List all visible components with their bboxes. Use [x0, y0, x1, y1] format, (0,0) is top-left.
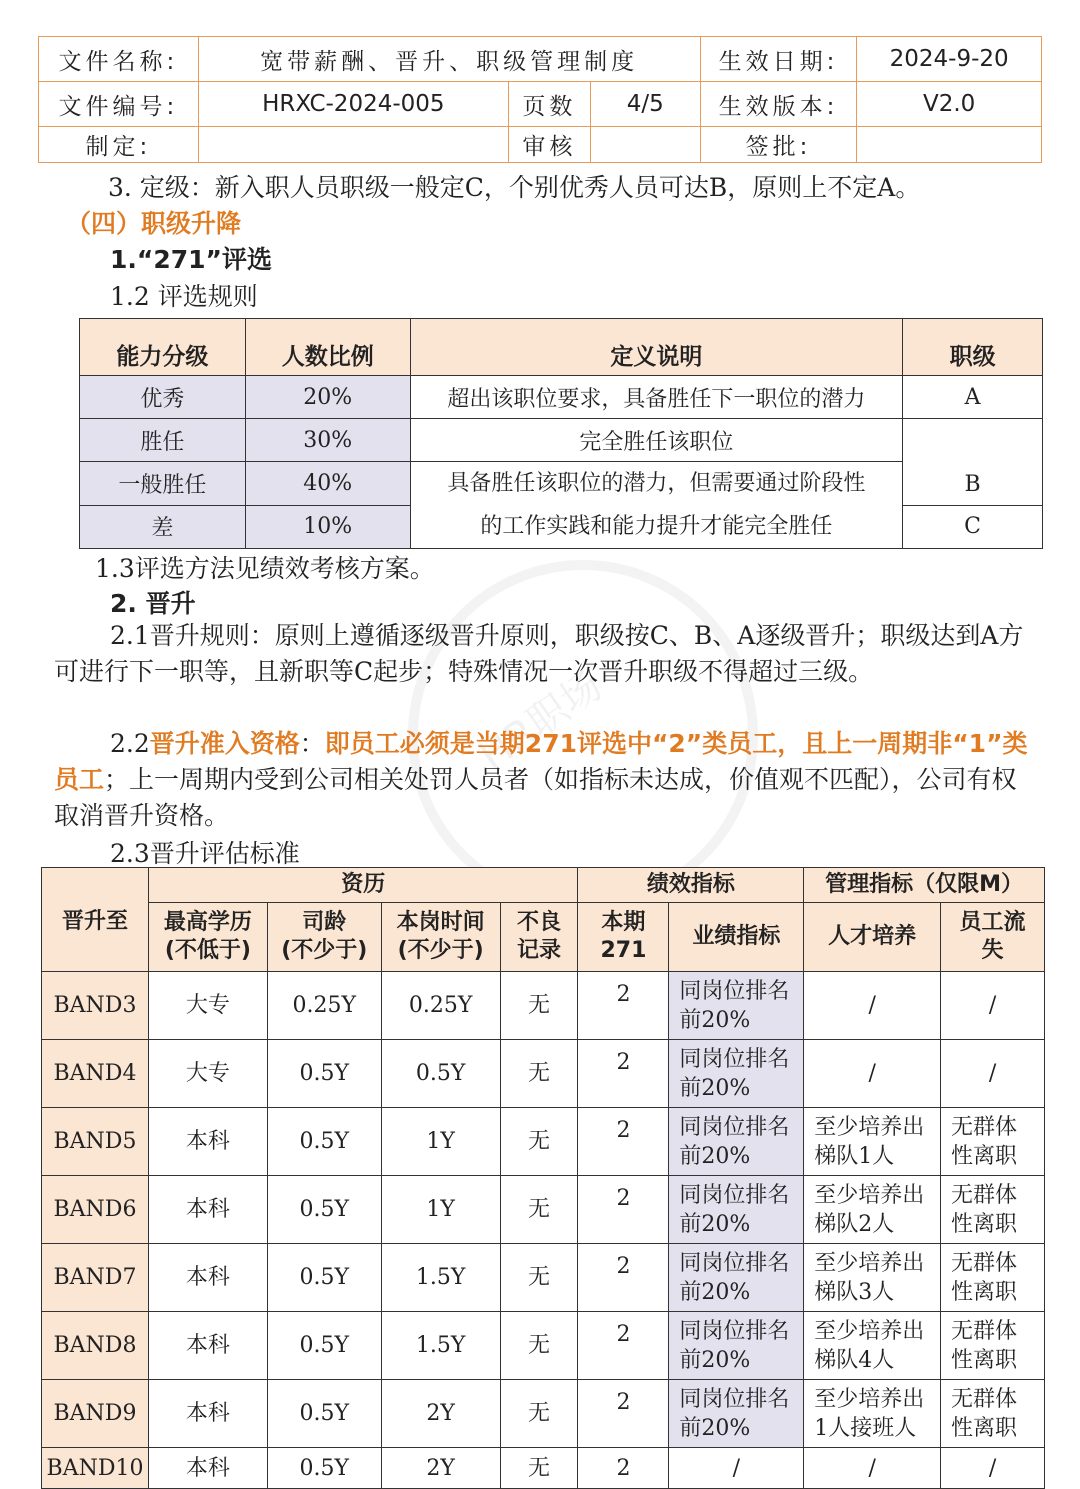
- approve-value: [857, 127, 1042, 163]
- review-label: 审核: [508, 127, 590, 163]
- rating-271-cell: 2: [578, 1448, 669, 1489]
- turnover-cell-line2: 性离职: [951, 1143, 1018, 1169]
- header-271: [578, 903, 669, 972]
- turnover-cell-line2: 性离职: [951, 1347, 1018, 1373]
- education-cell: 本科: [148, 1312, 267, 1380]
- turnover-cell-line1: 无群体: [951, 1318, 1018, 1344]
- rating-header-definition: 定义说明: [410, 319, 902, 376]
- tenure-cell: 0.5Y: [267, 1244, 381, 1312]
- rating-grade: A: [903, 376, 1043, 419]
- talent-cell: [804, 1108, 941, 1176]
- talent-cell: [804, 1380, 941, 1448]
- rating-271-cell: 2: [578, 1312, 669, 1380]
- eligibility-highlight: 即员工必须是当期271评选中“2”类员工，且上一周期非“1”类员工: [54, 729, 1028, 794]
- rating-level: 胜任: [80, 419, 246, 462]
- bad-record-cell: 无: [500, 1040, 578, 1108]
- rating-271-cell: 2: [578, 972, 669, 1040]
- header-education-line2: (不低于): [164, 938, 251, 963]
- turnover-cell-line1: 无群体: [951, 1114, 1018, 1140]
- rating-grade: B: [903, 419, 1043, 506]
- effective-date: 2024-9-20: [857, 37, 1042, 82]
- rating-header-ratio: 人数比例: [245, 319, 410, 376]
- talent-cell-line1: /: [868, 1061, 876, 1086]
- talent-cell-line2: 1人接班人: [814, 1415, 917, 1441]
- bad-record-cell: 无: [500, 1380, 578, 1448]
- header-bad-record-line1: 不良: [517, 910, 562, 935]
- header-management: 管理指标（仅限M）: [804, 868, 1045, 903]
- rating-definition: [410, 462, 902, 549]
- tenure-cell: 0.5Y: [267, 1380, 381, 1448]
- rating-table: [79, 318, 1043, 549]
- band-cell: BAND7: [42, 1244, 149, 1312]
- effective-date-label: 生效日期:: [700, 37, 857, 82]
- bad-record-cell: 无: [500, 1312, 578, 1380]
- kpi-cell: [669, 1244, 804, 1312]
- talent-cell-line1: 至少培养出: [814, 1114, 925, 1140]
- promotion-criteria-heading: 2.3晋升评估标准: [110, 839, 300, 868]
- rating-definition-line2: 的工作实践和能力提升才能完全胜任: [480, 514, 833, 539]
- eligibility-rest: ；上一周期内受到公司相关处罚人员者（如指标未达成，价值观不匹配），公司有权取消晋升资格。: [54, 765, 1017, 830]
- kpi-cell-line1: 同岗位排名: [679, 1386, 790, 1412]
- promotion-eligibility-paragraph: [54, 726, 1029, 834]
- talent-cell-line1: 至少培养出: [814, 1318, 925, 1344]
- table-row: [42, 1244, 1045, 1312]
- position-time-cell: 1Y: [381, 1108, 500, 1176]
- position-time-cell: 2Y: [381, 1448, 500, 1489]
- talent-cell-line2: 梯队2人: [814, 1211, 895, 1237]
- pages-label: 页数: [508, 82, 590, 127]
- header-271-line2: 271: [600, 938, 647, 963]
- bad-record-cell: 无: [500, 1244, 578, 1312]
- table-row: [42, 1176, 1045, 1244]
- bad-record-cell: 无: [500, 1448, 578, 1489]
- version: V2.0: [857, 82, 1042, 127]
- talent-cell: [804, 1244, 941, 1312]
- table-row: [80, 462, 1043, 506]
- turnover-cell: [941, 1176, 1045, 1244]
- header-kpi: 业绩指标: [669, 903, 804, 972]
- education-cell: 本科: [148, 1380, 267, 1448]
- kpi-cell: [669, 1040, 804, 1108]
- position-time-cell: 1.5Y: [381, 1244, 500, 1312]
- promotion-rule-paragraph: 2.1晋升规则：原则上遵循逐级晋升原则，职级按C、B、A逐级晋升；职级达到A方可进行下一职等，且新职等C起步；特殊情况一次晋升职级不得超过三级。: [54, 621, 1024, 686]
- kpi-cell: [669, 972, 804, 1040]
- kpi-cell-line1: 同岗位排名: [679, 1182, 790, 1208]
- file-no: HRXC-2024-005: [198, 82, 508, 127]
- kpi-cell: [669, 1312, 804, 1380]
- band-cell: BAND9: [42, 1380, 149, 1448]
- version-label: 生效版本:: [700, 82, 857, 127]
- header-tenure-line1: 司龄: [302, 910, 347, 935]
- file-no-label: 文件编号:: [39, 82, 199, 127]
- approve-label: 签批:: [700, 127, 857, 163]
- table-row: [42, 1108, 1045, 1176]
- promotion-heading: 2. 晋升: [110, 589, 196, 618]
- education-cell: 本科: [148, 1176, 267, 1244]
- talent-cell-line1: 至少培养出: [814, 1182, 925, 1208]
- position-time-cell: 1Y: [381, 1176, 500, 1244]
- table-row: [80, 419, 1043, 462]
- turnover-cell: [941, 1040, 1045, 1108]
- document-header-table: [38, 36, 1042, 163]
- sub-heading-271: 1.“271”评选: [110, 245, 272, 274]
- section-heading: （四）职级升降: [66, 209, 242, 238]
- rating-definition: 完全胜任该职位: [410, 419, 902, 462]
- header-turnover-line2: 失: [981, 938, 1004, 963]
- kpi-cell-line2: 前20%: [679, 1143, 751, 1169]
- education-cell: 本科: [148, 1448, 267, 1489]
- position-time-cell: 2Y: [381, 1380, 500, 1448]
- grade-rule-line: 3. 定级：新入职人员职级一般定C，个别优秀人员可达B，原则上不定A。: [108, 173, 921, 202]
- tenure-cell: 0.5Y: [267, 1448, 381, 1489]
- header-bad-record-line2: 记录: [517, 938, 562, 963]
- turnover-cell-line2: 性离职: [951, 1211, 1018, 1237]
- tenure-cell: 0.25Y: [267, 972, 381, 1040]
- rating-level: 差: [80, 505, 246, 549]
- kpi-cell-line2: 前20%: [679, 1211, 751, 1237]
- rating-271-cell: 2: [578, 1176, 669, 1244]
- turnover-cell: [941, 1108, 1045, 1176]
- turnover-cell-line2: 性离职: [951, 1415, 1018, 1441]
- turnover-cell-line1: /: [988, 1061, 997, 1086]
- tenure-cell: 0.5Y: [267, 1108, 381, 1176]
- header-qualification: 资历: [148, 868, 578, 903]
- header-talent: 人才培养: [804, 903, 941, 972]
- header-promote-to: 晋升至: [42, 868, 149, 972]
- rating-271-cell: 2: [578, 1380, 669, 1448]
- rating-ratio: 40%: [245, 462, 410, 506]
- talent-cell-line1: 至少培养出: [814, 1250, 925, 1276]
- kpi-cell: /: [669, 1448, 804, 1489]
- header-tenure: [267, 903, 381, 972]
- rating-ratio: 30%: [245, 419, 410, 462]
- rating-level: 优秀: [80, 376, 246, 419]
- promotion-criteria-table: [41, 867, 1045, 1489]
- review-value: [590, 127, 700, 163]
- header-tenure-line2: (不少于): [281, 938, 368, 963]
- bad-record-cell: 无: [500, 972, 578, 1040]
- rating-definition: 超出该职位要求，具备胜任下一职位的潜力: [410, 376, 902, 419]
- talent-cell-line2: 梯队3人: [814, 1279, 895, 1305]
- header-performance: 绩效指标: [578, 868, 804, 903]
- kpi-cell-line2: 前20%: [679, 1279, 751, 1305]
- drafted-label: 制定:: [39, 127, 199, 163]
- kpi-cell: [669, 1176, 804, 1244]
- tenure-cell: 0.5Y: [267, 1312, 381, 1380]
- kpi-cell-line2: 前20%: [679, 1347, 751, 1373]
- turnover-cell: [941, 1312, 1045, 1380]
- kpi-cell: [669, 1108, 804, 1176]
- talent-cell: /: [804, 1448, 941, 1489]
- kpi-cell-line1: 同岗位排名: [679, 1046, 790, 1072]
- talent-cell-line2: 梯队4人: [814, 1347, 895, 1373]
- table-row: [80, 376, 1043, 419]
- header-education: [148, 903, 267, 972]
- eligibility-colon: ：: [299, 729, 325, 758]
- turnover-cell: /: [941, 1448, 1045, 1489]
- table-row: [42, 1380, 1045, 1448]
- turnover-cell-line1: /: [988, 993, 997, 1018]
- kpi-cell-line1: 同岗位排名: [679, 978, 790, 1004]
- talent-cell-line1: 至少培养出: [814, 1386, 925, 1412]
- rating-grade: C: [903, 505, 1043, 549]
- pages: 4/5: [590, 82, 700, 127]
- talent-cell-line2: 梯队1人: [814, 1143, 895, 1169]
- kpi-cell-line1: 同岗位排名: [679, 1114, 790, 1140]
- tenure-cell: 0.5Y: [267, 1040, 381, 1108]
- education-cell: 本科: [148, 1108, 267, 1176]
- talent-cell: [804, 972, 941, 1040]
- watermark-text: HR职场: [471, 662, 611, 780]
- table-row: [42, 1312, 1045, 1380]
- table-row: [42, 1040, 1045, 1108]
- kpi-cell: [669, 1380, 804, 1448]
- education-cell: 大专: [148, 972, 267, 1040]
- band-cell: BAND4: [42, 1040, 149, 1108]
- bad-record-cell: 无: [500, 1108, 578, 1176]
- eligibility-number: 2.2: [110, 729, 150, 758]
- file-name: 宽带薪酬、晋升、职级管理制度: [198, 37, 700, 82]
- position-time-cell: 0.5Y: [381, 1040, 500, 1108]
- rating-header-grade: 职级: [903, 319, 1043, 376]
- header-271-line1: 本期: [601, 910, 646, 935]
- header-position-time-line2: (不少于): [397, 938, 484, 963]
- table-row: [42, 1448, 1045, 1489]
- band-cell: BAND8: [42, 1312, 149, 1380]
- turnover-cell-line1: 无群体: [951, 1386, 1018, 1412]
- kpi-cell-line2: 前20%: [679, 1075, 751, 1101]
- header-position-time-line1: 本岗时间: [396, 910, 485, 935]
- turnover-cell-line2: 性离职: [951, 1279, 1018, 1305]
- rating-header-level: 能力分级: [80, 319, 246, 376]
- turnover-cell: [941, 1380, 1045, 1448]
- kpi-cell-line1: 同岗位排名: [679, 1318, 790, 1344]
- kpi-cell-line1: 同岗位排名: [679, 1250, 790, 1276]
- talent-cell: [804, 1040, 941, 1108]
- rating-definition-line1: 具备胜任该职位的潜力，但需要通过阶段性: [447, 471, 866, 496]
- turnover-cell: [941, 1244, 1045, 1312]
- drafted-value: [198, 127, 508, 163]
- header-bad-record: [500, 903, 578, 972]
- bad-record-cell: 无: [500, 1176, 578, 1244]
- tenure-cell: 0.5Y: [267, 1176, 381, 1244]
- eligibility-label: 晋升准入资格: [149, 729, 300, 758]
- rating-271-cell: 2: [578, 1040, 669, 1108]
- rating-ratio: 10%: [245, 505, 410, 549]
- talent-cell: [804, 1312, 941, 1380]
- turnover-cell: [941, 972, 1045, 1040]
- kpi-cell-line2: 前20%: [679, 1007, 751, 1033]
- turnover-cell-line1: 无群体: [951, 1182, 1018, 1208]
- turnover-cell-line1: 无群体: [951, 1250, 1018, 1276]
- education-cell: 大专: [148, 1040, 267, 1108]
- kpi-cell-line2: 前20%: [679, 1415, 751, 1441]
- band-cell: BAND5: [42, 1108, 149, 1176]
- position-time-cell: 0.25Y: [381, 972, 500, 1040]
- header-education-line1: 最高学历: [163, 910, 252, 935]
- band-cell: BAND3: [42, 972, 149, 1040]
- talent-cell-line1: /: [868, 993, 876, 1018]
- rating-level: 一般胜任: [80, 462, 246, 506]
- rating-ratio: 20%: [245, 376, 410, 419]
- header-turnover-line1: 员工流: [959, 910, 1026, 935]
- table-row: [42, 972, 1045, 1040]
- rating-method-line: 1.3评选方法见绩效考核方案。: [95, 554, 435, 583]
- rating-271-cell: 2: [578, 1244, 669, 1312]
- band-cell: BAND10: [42, 1448, 149, 1489]
- header-position-time: [381, 903, 500, 972]
- education-cell: 本科: [148, 1244, 267, 1312]
- file-name-label: 文件名称:: [39, 37, 199, 82]
- band-cell: BAND6: [42, 1176, 149, 1244]
- rating-271-cell: 2: [578, 1108, 669, 1176]
- header-turnover: [941, 903, 1045, 972]
- talent-cell: [804, 1176, 941, 1244]
- rating-rules-heading: 1.2 评选规则: [110, 282, 258, 311]
- position-time-cell: 1.5Y: [381, 1312, 500, 1380]
